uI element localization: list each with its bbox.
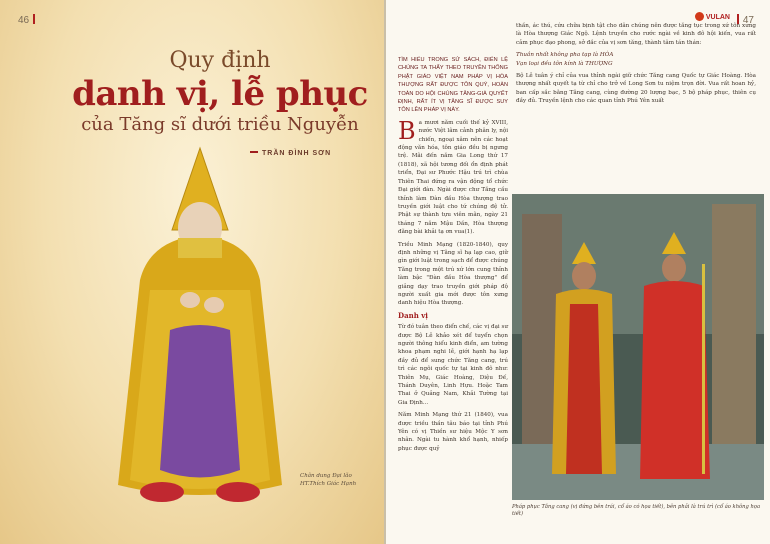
title-line-3: của Tăng sĩ dưới triều Nguyễn	[81, 114, 359, 135]
author-byline: TRẦN ĐÌNH SƠN	[250, 150, 331, 157]
quote-line-1: Thuần nhất không pha tạp là HÒA	[516, 52, 614, 59]
monks-photo	[512, 194, 764, 500]
paragraph-6: Bộ Lễ tuân ý chỉ của vua thỉnh ngài giữ chức Tăng cang Quốc tự Giác Hoàng. Hòa thượng nhất quyết tạ từ chỉ cho trở về Long Sơn tu niệm trọn đời. Vua rất hoan hỷ, ban cấp sắc bằng Tăng cang, cùng đường 20 lượng bạc, 5 bộ pháp phục, thiên cụ đầy đủ. Truyền lệnh cho các quan tỉnh Phú Yên xuất	[516, 73, 756, 105]
page-number-right: 47	[733, 14, 754, 26]
paragraph-1: Ba mươi năm cuối thế kỷ XVIII, nước Việt lâm cảnh phân ly, nội chiến, ngoại xâm nên các hoạt động văn hóa, tôn giáo đều bị ngưng trệ. Mãi đến năm Gia Long thứ 17 (1818), xã hội tương đối ổn định phát triển, Đại sư Phước Hậu trú trì chùa Thiên Thai đứng ra vận động tổ chức Đại giới đàn. Ngài được chư Tăng cầu thỉnh làm Đàn đầu Hòa thượng trao truyền giới luật cho tứ chúng đệ tử. Phật sự thành tựu viên mãn, ngày 21 tháng 7 năm Mậu Dần, Hòa thượng đăng bài khải tạ ơn vua(1).	[398, 116, 508, 236]
lead-paragraph: TÌM HIỂU TRONG SỬ SÁCH, ĐIỂN LỆ CHÚNG TA THẤY THEO TRUYỀN THỐNG PHẬT GIÁO VIỆT NAM PHÁP VỊ HÒA THƯỢNG RẤT ĐƯỢC TÔN QUÝ, HOÀN TOÀN DO HỘI CHÚNG TĂNG-GIÀ QUYẾT ĐỊNH, RẤT ÍT VỊ TĂNG SĨ ĐƯỢC SUY TÔN LÊN PHÁP VỊ NÀY.	[398, 57, 508, 114]
paragraph-5: thần, ác thú, cứu chữa bịnh tật cho dân chúng nên được tăng tục trong xứ tôn xưng là Hòa thượng Giác Ngộ. Lệnh truyền cho rước ngài về kinh đô hội kiến, vua rất cảm phục đạo phong, sở đắc của vị sơn tăng, thành tâm tán thán:	[516, 23, 756, 46]
photo-caption: Pháp phục Tăng cang (vị đứng bên trái, cổ áo có họa tiết), bên phải là trú trì (cổ áo không họa tiết)	[512, 504, 761, 517]
monk-portrait-illustration	[110, 140, 290, 520]
paragraph-4: Năm Minh Mạng thứ 21 (1840), vua được triều thần tâu báo tại tỉnh Phú Yên có vị Thiền sư hiệu Mộc Y sơn nhân. Ngài tu hành khổ hạnh, nhiếp phục được quỷ	[398, 412, 508, 452]
paragraph-2: Triều Minh Mạng (1820-1840), quy định những vị Tăng sĩ hạ lạp cao, giữ gìn giới luật trong sạch để được chúng Tăng trong một trú xứ lớn cung thỉnh làm bậc "Đàn đầu Hòa thượng" để giảng dạy trao truyền giới pháp độ người xuất gia mới được tôn xưng danh hiệu Hòa thượng.	[398, 241, 508, 307]
logo-star-icon	[695, 12, 704, 21]
magazine-logo: VULAN	[695, 12, 730, 21]
text-column-1	[398, 56, 508, 457]
paragraph-3: Từ đó tuân theo điển chế, các vị đại sư được Bộ Lễ khảo xét để tuyển chọn người thông hiểu kinh điển, am tường khoa phạm nghi lễ, giới hạnh hạ lạp đầy đủ để sung chức Tăng cang, trú trì các ngôi quốc tự tại kinh đô như: Thiên Mụ, Giác Hoàng, Diệu Đế, Thánh Duyên, Linh Hựu. Hoặc Tam Thai ở Quảng Nam, Khải Tường tại Gia Định...	[398, 324, 508, 406]
text-column-2	[516, 22, 756, 110]
right-page	[386, 0, 770, 544]
article-title	[70, 48, 370, 136]
section-heading: Danh vị	[398, 310, 428, 320]
page-number-left: 46	[18, 14, 39, 26]
title-line-2: danh vị, lễ phục	[72, 74, 368, 114]
portrait-caption: Chân dung Đại lão HT.Thích Giác Hạnh	[300, 473, 357, 487]
drop-cap: B	[398, 116, 416, 145]
title-line-1: Quy định	[169, 48, 271, 73]
quote-line-2: Vạn loại đều tôn kính là THƯỢNG	[516, 60, 613, 67]
left-page	[0, 0, 384, 544]
